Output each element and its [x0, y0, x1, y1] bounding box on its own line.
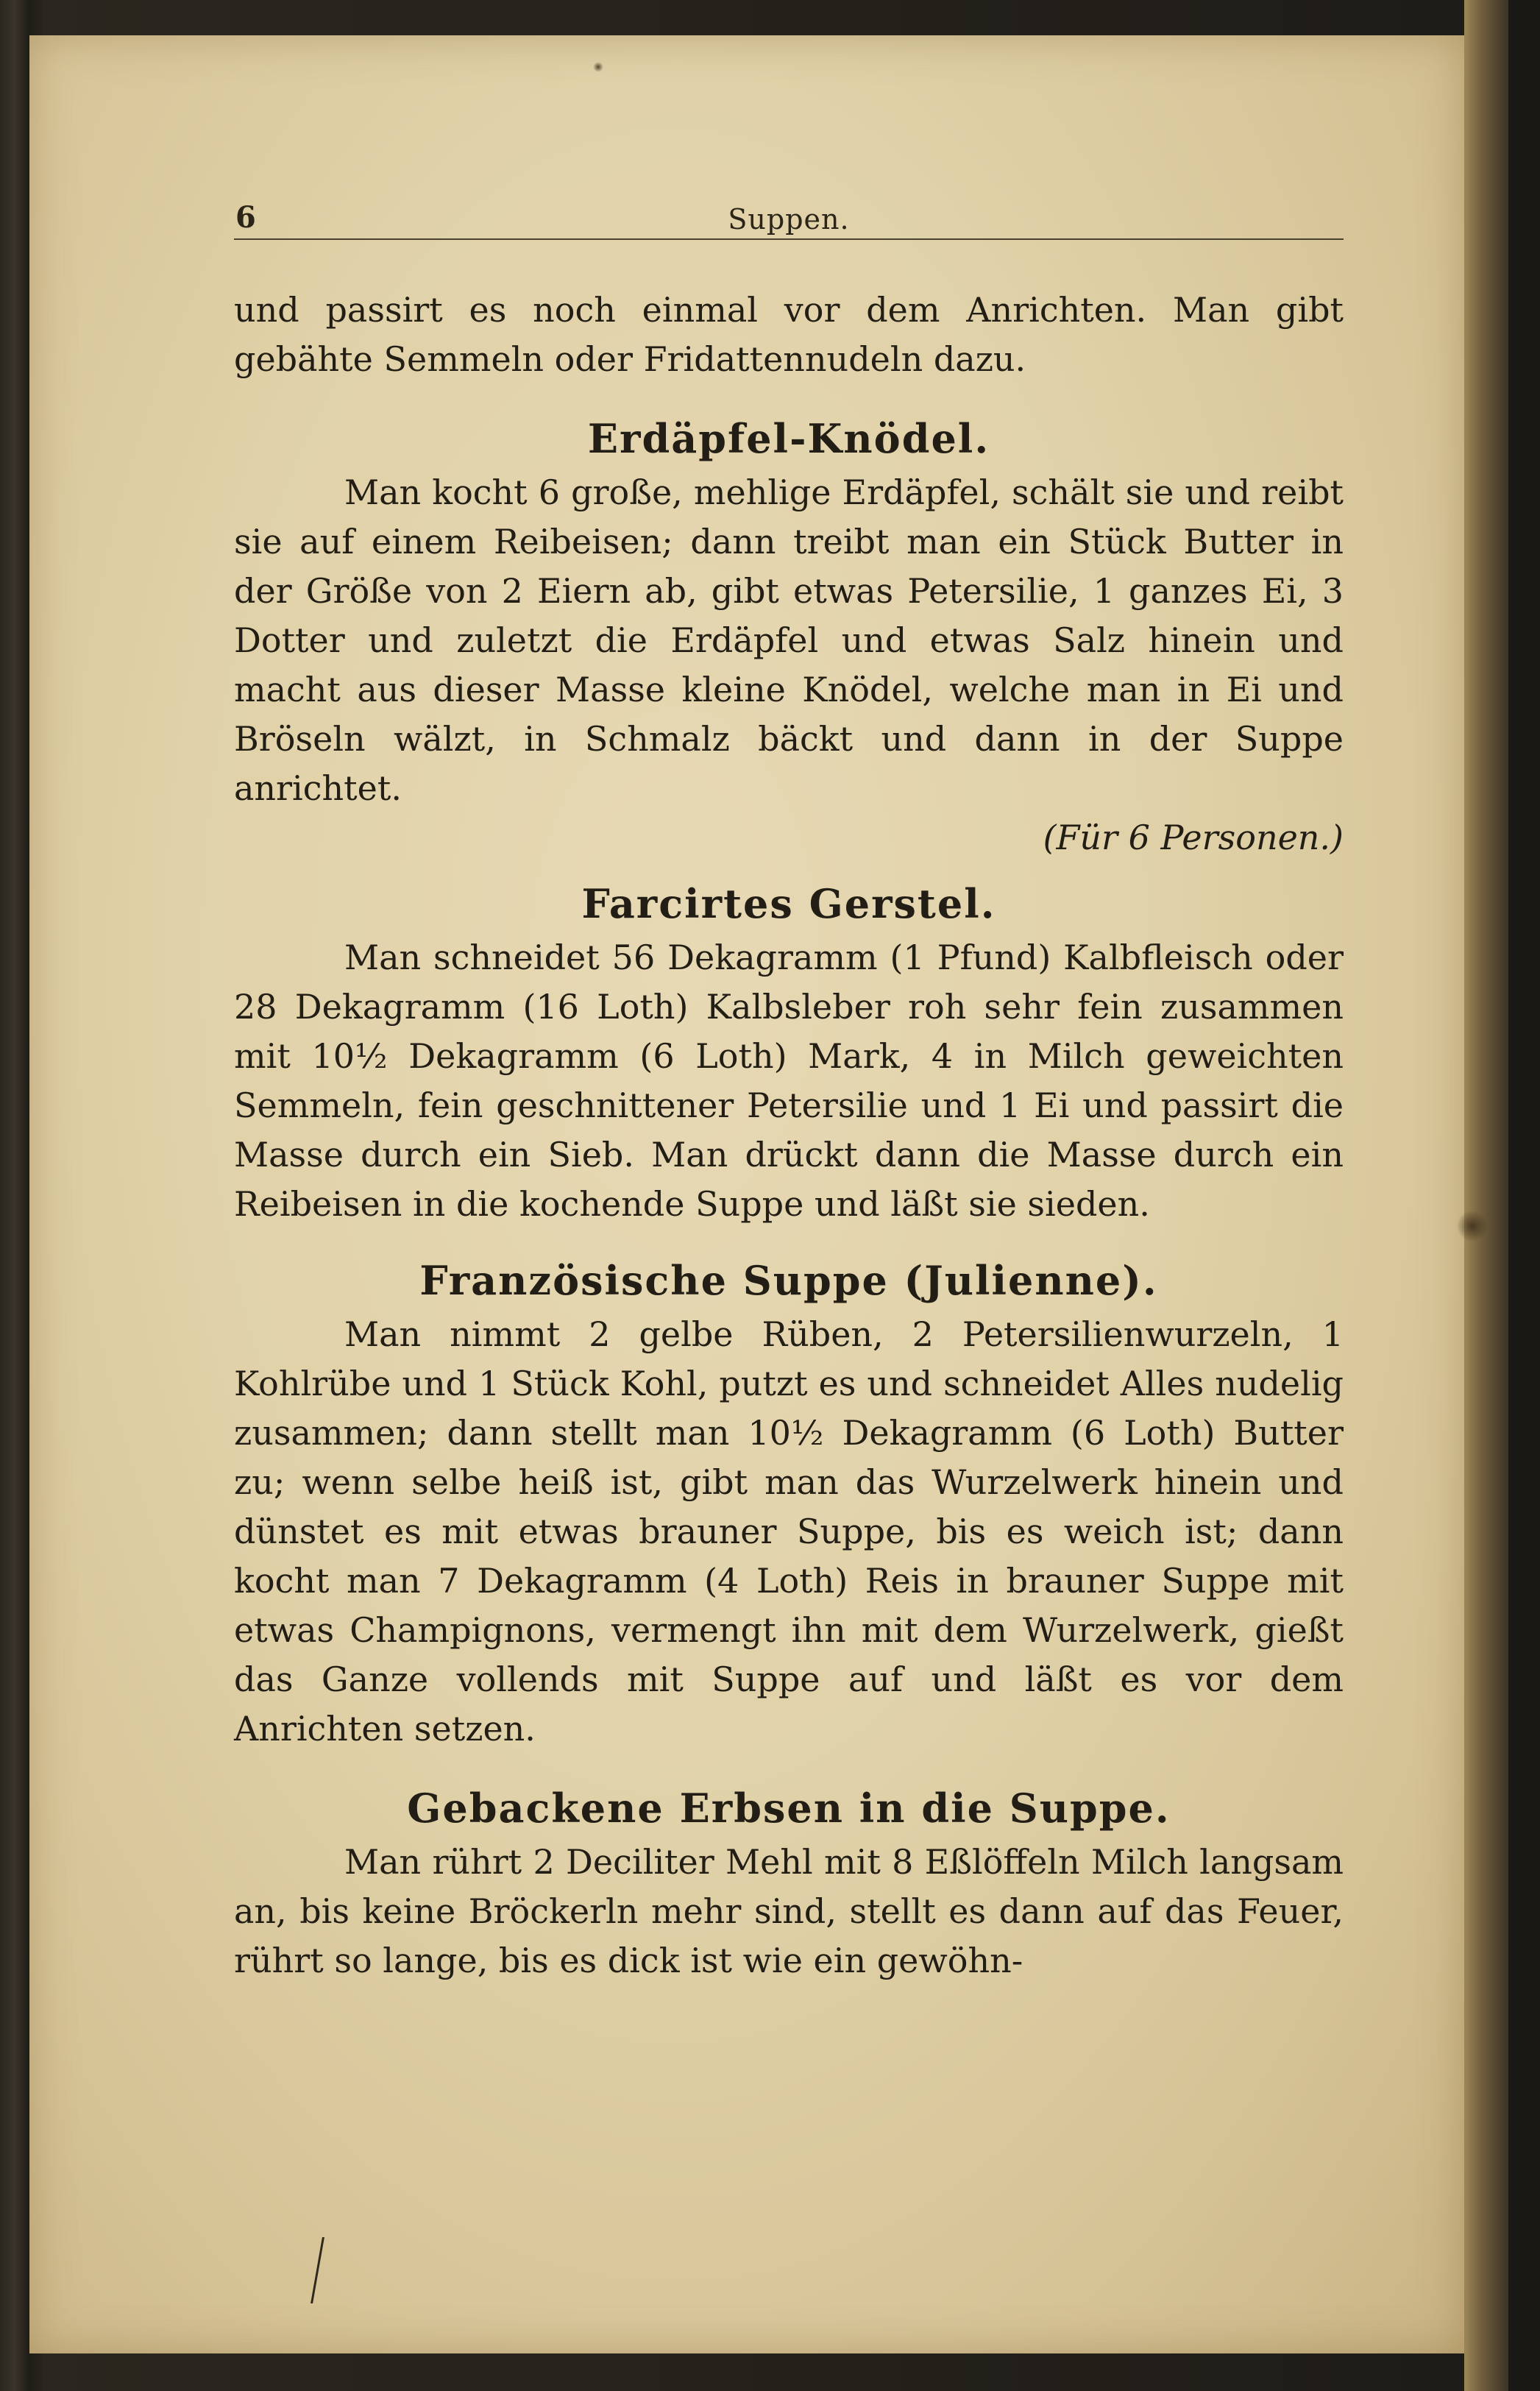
- recipe-text: Man rührt 2 Deciliter Mehl mit 8 Eßlöffeln Milch langsam an, bis keine Bröckerln mehr sind, stellt es dann auf das Feuer, rührt so lange, bis es dick ist wie ein gewöhn-: [234, 1842, 1344, 1980]
- recipe-title: Gebackene Erbsen in die Suppe.: [407, 1785, 1171, 1832]
- recipe-text: Man kocht 6 große, mehlige Erdäpfel, schält sie und reibt sie auf einem Reibeisen; dann treibt man ein Stück Butter in der Größe von 2 Eiern ab, gibt etwas Petersilie, 1 ganzes Ei, 3 Dotter und zuletzt die Erdäpfel und etwas Salz hinein und macht aus dieser Masse kleine Knödel, welche man in Ei und Bröseln wälzt, in Schmalz bäckt und dann in der Suppe anrichtet.: [234, 472, 1344, 808]
- book-spine: [1508, 0, 1540, 2391]
- continuation-paragraph: und passirt es noch einmal vor dem Anrichten. Man gibt gebähte Semmeln oder Fridattennudeln dazu.: [234, 290, 1344, 379]
- book-gutter: [1464, 0, 1508, 2391]
- ink-stain: [1455, 1211, 1489, 1241]
- page-text: [234, 286, 1344, 1986]
- recipe-title: Französische Suppe (Julienne).: [419, 1257, 1158, 1304]
- servings-note: (Für 6 Personen.): [1043, 818, 1344, 857]
- recipe-body: [234, 468, 1344, 813]
- recipe-title: Erdäpfel-Knödel.: [587, 415, 990, 462]
- recipe-body: [234, 1310, 1344, 1754]
- recipe-title: Farcirtes Gerstel.: [581, 880, 996, 927]
- recipe-body: [234, 933, 1344, 1229]
- recipe-text: Man nimmt 2 gelbe Rüben, 2 Petersilienwurzeln, 1 Kohlrübe und 1 Stück Kohl, putzt es und schneidet Alles nudelig zusammen; dann stellt man 10½ Dekagramm (6 Loth) Butter zu; wenn selbe heiß ist, gibt man das Wurzelwerk hinein und dünstet es mit etwas brauner Suppe, bis es weich ist; dann kocht man 7 Dekagramm (4 Loth) Reis in brauner Suppe mit etwas Champignons, vermengt ihn mit dem Wurzelwerk, gießt das Ganze vollends mit Suppe auf und läßt es vor dem Anrichten setzen.: [234, 1314, 1344, 1749]
- section-title: Suppen.: [728, 203, 850, 235]
- recipe-text: Man schneidet 56 Dekagramm (1 Pfund) Kalbfleisch oder 28 Dekagramm (16 Loth) Kalbsleber roh sehr fein zusammen mit 10½ Dekagramm (6 Loth) Mark, 4 in Milch geweichten Semmeln, fein geschnittener Petersilie und 1 Ei und passirt die Masse durch ein Sieb. Man drückt dann die Masse durch ein Reibeisen in die kochende Suppe und läßt sie sieden.: [234, 938, 1344, 1224]
- ink-spot: [593, 62, 603, 72]
- recipe-body: [234, 1838, 1344, 1986]
- running-head: [234, 200, 1344, 240]
- page-number: 6: [235, 200, 256, 235]
